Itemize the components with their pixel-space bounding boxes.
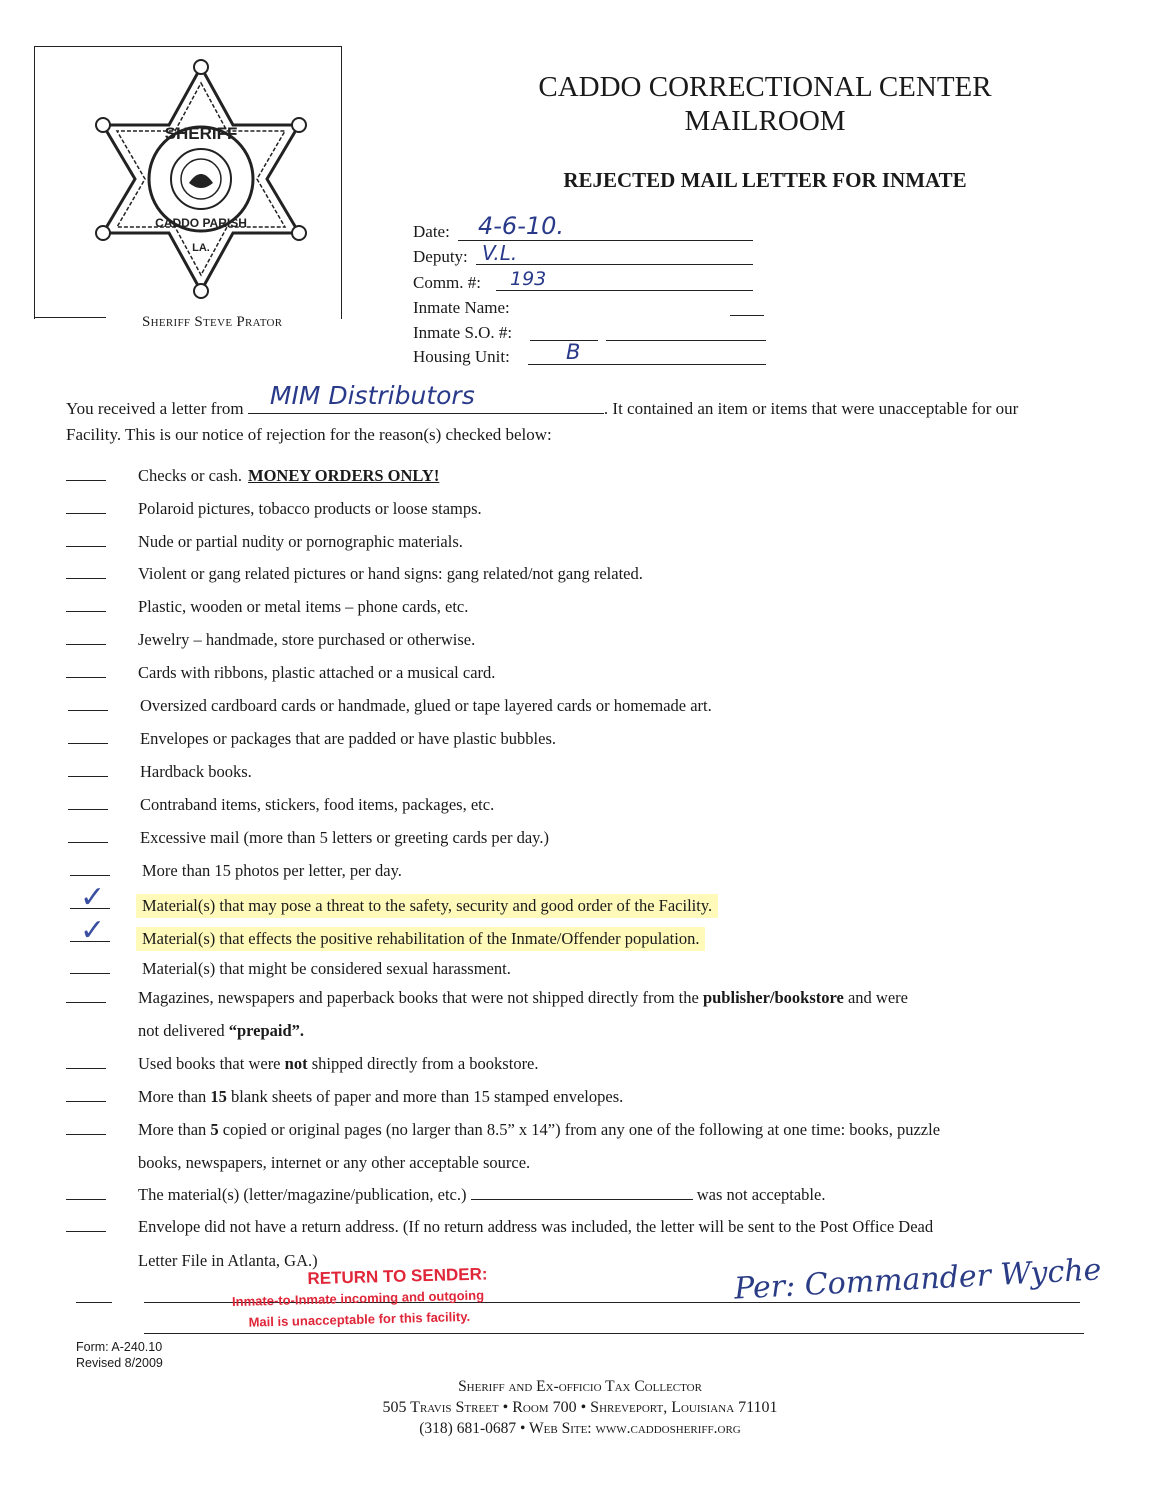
reason-copied-pages-continued: books, newspapers, internet or any other acceptable source. <box>138 1153 531 1172</box>
footer-line-2: 505 Travis Street • Room 700 • Shreveport, Louisiana 71101 <box>382 1399 778 1416</box>
date-label: Date: <box>413 222 450 241</box>
org-line-2: MAILROOM <box>684 105 846 137</box>
housing-line <box>528 364 766 365</box>
reason-label: Oversized cardboard cards or handmade, glued or tape layered cards or homemade art. <box>140 696 712 715</box>
document-title: REJECTED MAIL LETTER FOR INMATE <box>563 168 967 192</box>
reason-label: More than 15 photos per letter, per day. <box>142 861 402 880</box>
checkbox-blank[interactable] <box>66 1002 106 1003</box>
comm-label: Comm. #: <box>413 273 482 292</box>
form-revised: Revised 8/2009 <box>76 1356 163 1370</box>
extra-checkbox-blank[interactable] <box>76 1302 112 1303</box>
checkbox-blank[interactable] <box>66 1199 106 1200</box>
intro-line-1 <box>66 381 1106 422</box>
sender-value: MIM Distributors <box>269 381 475 410</box>
reason-magazines: Magazines, newspapers and paperback books that were not shipped directly from the publisher/bookstore and were <box>138 988 908 1007</box>
logo-frame-base <box>34 317 106 318</box>
date-value: 4-6-10. <box>478 212 565 240</box>
checkbox-blank[interactable] <box>66 677 106 678</box>
reason-label: Material(s) that may pose a threat to the safety, security and good order of the Facility. <box>136 894 718 918</box>
checkbox-blank[interactable] <box>68 776 108 777</box>
comm-field <box>413 273 481 293</box>
form-number: Form: A-240.10 <box>76 1340 163 1354</box>
date-field <box>413 222 450 242</box>
material-prefix: The material(s) (letter/magazine/publication, etc.) <box>138 1185 467 1204</box>
checkbox-blank[interactable] <box>66 578 106 579</box>
reason-material-not-acceptable <box>138 1185 825 1205</box>
checkbox-blank[interactable] <box>66 611 106 612</box>
stamp-line-2: Inmate-to-Inmate incoming and outgoing <box>231 1287 485 1310</box>
intro-paragraph <box>66 381 1106 448</box>
inmate-name-field <box>413 298 510 318</box>
inmate-so-line-1 <box>530 340 598 341</box>
deputy-value: V.L. <box>482 241 518 265</box>
checkbox-blank[interactable] <box>68 743 108 744</box>
intro-suffix: . It contained an item or items that were unacceptable for our <box>603 399 1019 418</box>
org-name <box>420 70 1110 138</box>
reason-label: Nude or partial nudity or pornographic materials. <box>138 532 463 551</box>
housing-value: B <box>566 340 581 364</box>
org-line-1: CADDO CORRECTIONAL CENTER <box>538 71 992 103</box>
checkbox-blank[interactable] <box>68 809 108 810</box>
reason-label: Material(s) that effects the positive rehabilitation of the Inmate/Offender population. <box>136 927 705 951</box>
badge-state-text: LA. <box>192 242 210 254</box>
sheriff-star-badge-icon <box>81 59 321 299</box>
checkbox-blank[interactable] <box>66 513 106 514</box>
reason-label: Cards with ribbons, plastic attached or a musical card. <box>138 663 496 682</box>
logo-frame <box>34 46 342 319</box>
checkbox-blank[interactable] <box>66 480 106 481</box>
housing-label: Housing Unit: <box>413 347 510 366</box>
sender-line <box>248 381 604 414</box>
badge-bottom-text: CADDO PARISH <box>155 216 247 230</box>
stamp-line-1: RETURN TO SENDER: <box>307 1264 488 1289</box>
reason-magazines-continued: not delivered “prepaid”. <box>138 1021 305 1040</box>
inmate-so-line-2 <box>606 340 766 341</box>
inmate-name-label: Inmate Name: <box>413 298 510 317</box>
deputy-label: Deputy: <box>413 247 468 266</box>
return-to-sender-stamp <box>227 1260 629 1333</box>
footer-line-1: Sheriff and Ex-officio Tax Collector <box>458 1378 702 1395</box>
checkbox-blank[interactable] <box>66 1134 106 1135</box>
housing-field <box>413 347 510 367</box>
inmate-name-line <box>730 315 764 316</box>
checkbox-blank[interactable] <box>68 842 108 843</box>
checkbox-blank[interactable] <box>66 1101 106 1102</box>
reason-label: Material(s) that might be considered sexual harassment. <box>142 959 511 978</box>
reason-copied-pages: More than 5 copied or original pages (no larger than 8.5” x 14”) from any one of the following at one time: books, puzzle <box>138 1120 941 1139</box>
checkbox-blank[interactable] <box>68 710 108 711</box>
signature: Per: Commander Wyche <box>733 1252 1103 1307</box>
deputy-field <box>413 247 468 267</box>
extra-reason-line-2 <box>144 1333 1084 1334</box>
reason-label: Excessive mail (more than 5 letters or greeting cards per day.) <box>140 828 549 847</box>
deputy-line <box>476 264 753 265</box>
checkbox-blank[interactable] <box>70 875 110 876</box>
intro-line-2: Facility. This is our notice of rejection for the reason(s) checked below: <box>66 425 552 444</box>
reason-label: Jewelry – handmade, store purchased or otherwise. <box>138 630 476 649</box>
reason-label: Polaroid pictures, tobacco products or loose stamps. <box>138 499 482 518</box>
inmate-so-field <box>413 323 512 343</box>
stamp-line-3: Mail is unacceptable for this facility. <box>248 1308 471 1330</box>
comm-value: 193 <box>510 268 547 290</box>
checkbox-blank[interactable] <box>66 1231 106 1232</box>
checkmark-icon: ✓ <box>80 880 106 915</box>
badge-top-text: SHERIFF <box>164 124 238 143</box>
checkbox-blank[interactable] <box>70 973 110 974</box>
reason-used-books: Used books that were not shipped directly from a bookstore. <box>138 1054 539 1073</box>
checkbox-blank[interactable] <box>66 546 106 547</box>
inmate-so-label: Inmate S.O. #: <box>413 323 513 342</box>
reason-label: Plastic, wooden or metal items – phone cards, etc. <box>138 597 469 616</box>
intro-prefix: You received a letter from <box>66 399 244 418</box>
reason-label: Checks or cash. MONEY ORDERS ONLY! <box>138 466 440 485</box>
footer-line-3: (318) 681-0687 • Web Site: www.caddosheriff.org <box>419 1420 741 1437</box>
money-orders-only-note: MONEY ORDERS ONLY! <box>248 466 440 485</box>
reason-label: Envelopes or packages that are padded or have plastic bubbles. <box>140 729 557 748</box>
sheriff-name: Sheriff Steve Prator <box>142 314 283 330</box>
reason-blank-sheets: More than 15 blank sheets of paper and more than 15 stamped envelopes. <box>138 1087 624 1106</box>
material-blank-line <box>471 1187 693 1200</box>
checkmark-icon: ✓ <box>80 913 106 948</box>
reason-no-return-address-continued: Letter File in Atlanta, GA.) <box>138 1251 318 1270</box>
comm-line <box>496 290 753 291</box>
reason-label: Contraband items, stickers, food items, packages, etc. <box>140 795 495 814</box>
checkbox-blank[interactable] <box>66 1068 106 1069</box>
reason-label: Violent or gang related pictures or hand signs: gang related/not gang related. <box>138 564 643 583</box>
checkbox-blank[interactable] <box>66 644 106 645</box>
reason-label: Hardback books. <box>140 762 252 781</box>
material-suffix: was not acceptable. <box>696 1185 826 1204</box>
reason-no-return-address: Envelope did not have a return address. (If no return address was included, the letter will be sent to the Post Office Dead <box>138 1217 934 1236</box>
